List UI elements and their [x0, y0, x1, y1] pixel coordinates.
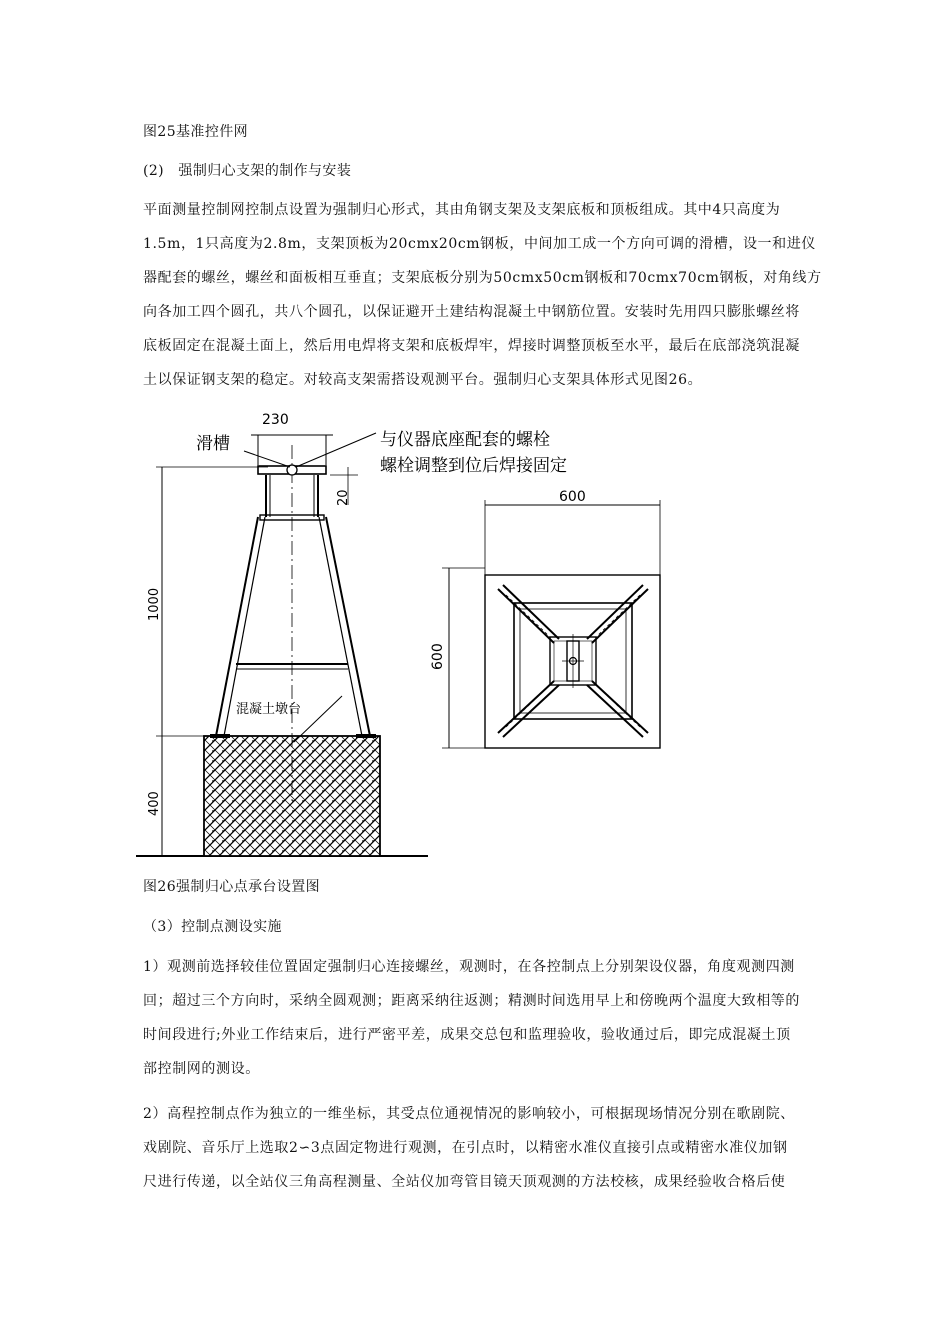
slot-label: 滑槽	[196, 434, 230, 454]
bracket-drawing	[130, 405, 690, 865]
text-line: 平面测量控制网控制点设置为强制归心形式，其由角钢支架及支架底板和顶板组成。其中4只高度为	[143, 202, 781, 218]
pier-label: 混凝土墩台	[236, 702, 302, 717]
concrete-pier	[204, 736, 380, 856]
text-line: 底板固定在混凝土面上，然后用电焊将支架和底板焊牢，焊接时调整顶板至水平，最后在底部浇筑混凝	[143, 338, 800, 354]
text-line: 土以保证钢支架的稳定。对较高支架需搭设观测平台。强制归心支架具体形式见图26。	[143, 372, 703, 388]
section2-paragraph	[143, 193, 823, 397]
plan-width-label: 600	[559, 489, 586, 505]
text-line: 部控制网的测设。	[143, 1061, 260, 1077]
text-line: 回；超过三个方向时，采纳全圆观测；距离采纳往返测；精测时间选用早上和傍晚两个温度大致相等的	[143, 993, 800, 1009]
dim-20-label: 20	[336, 489, 351, 506]
section2-title: (2) 强制归心支架的制作与安装	[143, 163, 352, 179]
item2-paragraph	[143, 1097, 823, 1199]
text-line: 1.5m，1只高度为2.8m，支架顶板为20cmx20cm钢板，中间加工成一个方向可调的滑槽，设一和进仪	[143, 236, 816, 252]
fig26-caption: 图26强制归心点承台设置图	[143, 879, 321, 895]
text-line: 戏剧院、音乐厅上选取2∽3点固定物进行观测，在引点时，以精密水准仪直接引点或精密水准仪加钢	[143, 1140, 788, 1156]
dim-1000-label: 1000	[147, 587, 162, 621]
item1-paragraph	[143, 950, 823, 1086]
fig25-caption: 图25基准控件网	[143, 124, 249, 140]
plan-view	[430, 489, 660, 748]
steel-frame	[210, 466, 376, 736]
text-line: 向各加工四个圆孔，共八个圆孔，以保证避开土建结构混凝土中钢筋位置。安装时先用四只膨胀螺丝将	[143, 304, 800, 320]
section3-title: （3）控制点测设实施	[143, 919, 282, 935]
dim-top-label: 230	[262, 412, 289, 428]
plan-height-label: 600	[430, 643, 446, 670]
text-line: 1）观测前选择较佳位置固定强制归心连接螺丝，观测时，在各控制点上分别架设仪器，角度观测四测	[143, 959, 795, 975]
text-line: 时间段进行;外业工作结束后，进行严密平差，成果交总包和监理验收，验收通过后，即完成混凝土顶	[143, 1027, 791, 1043]
text-line: 2）高程控制点作为独立的一维坐标，其受点位通视情况的影响较小，可根据现场情况分别在歌剧院、	[143, 1106, 795, 1122]
bolt-label-line2: 螺栓调整到位后焊接固定	[380, 456, 567, 476]
text-line: 器配套的螺丝，螺丝和面板相互垂直；支架底板分别为50cmx50cm钢板和70cmx70cm钢板，对角线方	[143, 270, 822, 286]
dim-400-label: 400	[147, 791, 162, 816]
text-line: 尺进行传递，以全站仪三角高程测量、全站仪加弯管目镜天顶观测的方法校核，成果经验收合格后使	[143, 1174, 786, 1190]
bolt-label-line1: 与仪器底座配套的螺栓	[380, 430, 550, 450]
